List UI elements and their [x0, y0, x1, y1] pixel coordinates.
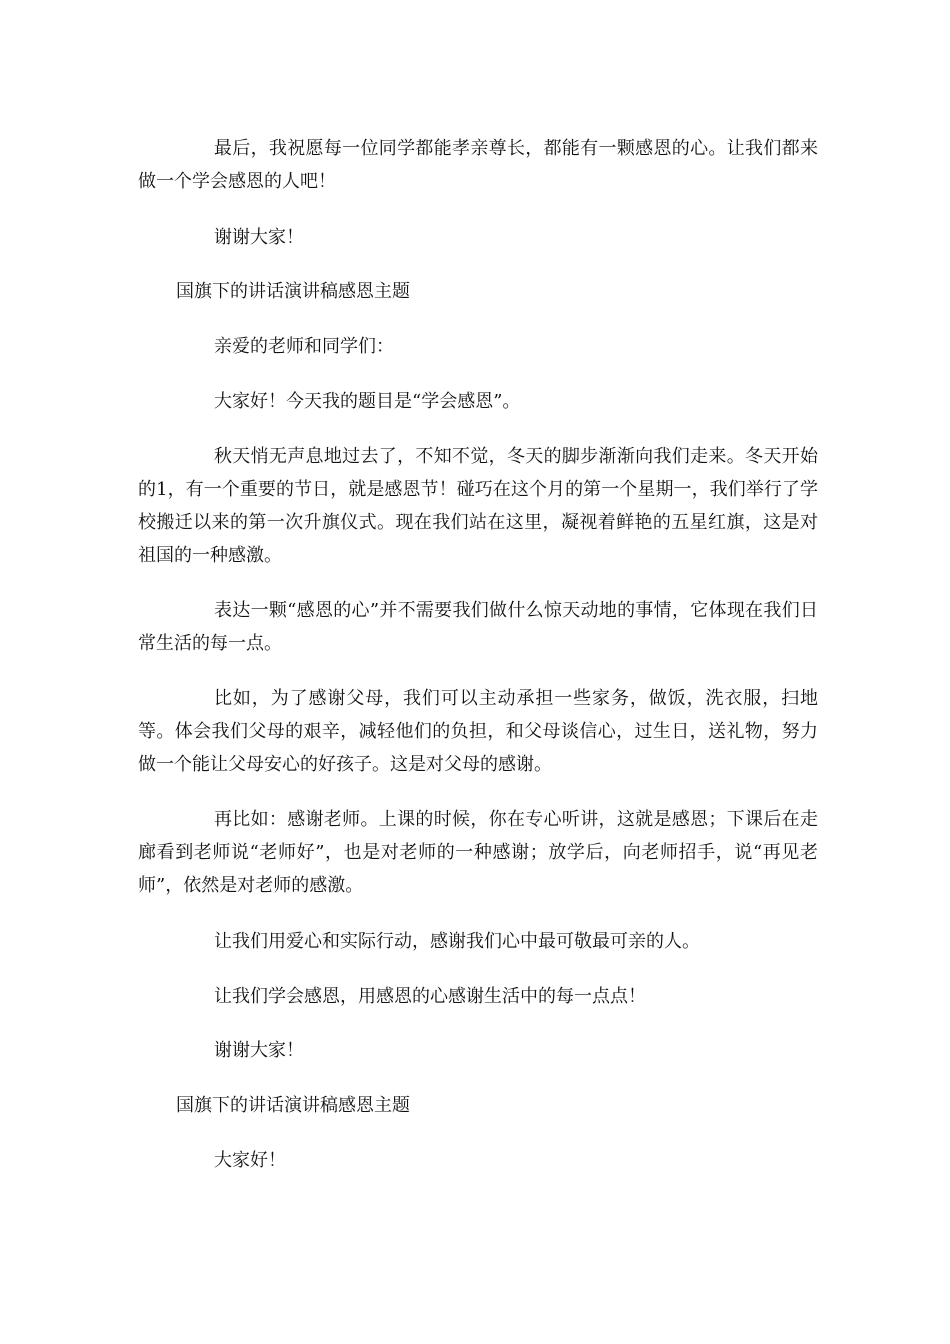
greeting-paragraph: 大家好！今天我的题目是“学会感恩”。 — [214, 391, 521, 412]
thanks-paragraph: 谢谢大家！ — [214, 227, 304, 248]
love-action-paragraph: 让我们用爱心和实际行动，感谢我们心中最可敬最可亲的人。 — [214, 931, 700, 952]
thank-teachers-paragraph: 再比如：感谢老师。上课的时候，你在专心听讲，这就是感恩；下课后在走廊看到老师说“老师好”，也是对老师的一种感谢；放学后，向老师招手，说“再见老师”，依然是对老师的感激。 — [138, 809, 818, 896]
thanks-paragraph-2: 谢谢大家！ — [214, 1040, 304, 1061]
speech-title-heading-2: 国旗下的讲话演讲稿感恩主题 — [176, 1095, 410, 1116]
salutation-paragraph: 亲爱的老师和同学们： — [214, 336, 394, 357]
learn-gratitude-paragraph: 让我们学会感恩，用感恩的心感谢生活中的每一点点！ — [214, 986, 646, 1007]
autumn-paragraph: 秋天悄无声息地过去了，不知不觉，冬天的脚步渐渐向我们走来。冬天开始的1，有一个重要的节日，就是感恩节！碰巧在这个月的第一个星期一，我们举行了学校搬迁以来的第一次升旗仪式。现在我们站在这里，凝视着鲜艳的五星红旗，这是对祖国的一种感激。 — [138, 446, 818, 566]
closing-wish-paragraph: 最后，我祝愿每一位同学都能孝亲尊长，都能有一颗感恩的心。让我们都来做一个学会感恩的人吧！ — [138, 138, 818, 192]
speech-title-heading: 国旗下的讲话演讲稿感恩主题 — [176, 281, 410, 302]
thank-parents-paragraph: 比如，为了感谢父母，我们可以主动承担一些家务，做饭，洗衣服，扫地等。体会我们父母的艰辛，减轻他们的负担，和父母谈信心，过生日，送礼物，努力做一个能让父母安心的好孩子。这是对父母的感谢。 — [138, 688, 818, 775]
greeting-paragraph-2: 大家好！ — [214, 1150, 286, 1171]
grateful-heart-paragraph: 表达一颗“感恩的心”并不需要我们做什么惊天动地的事情，它体现在我们日常生活的每一点。 — [138, 600, 818, 654]
